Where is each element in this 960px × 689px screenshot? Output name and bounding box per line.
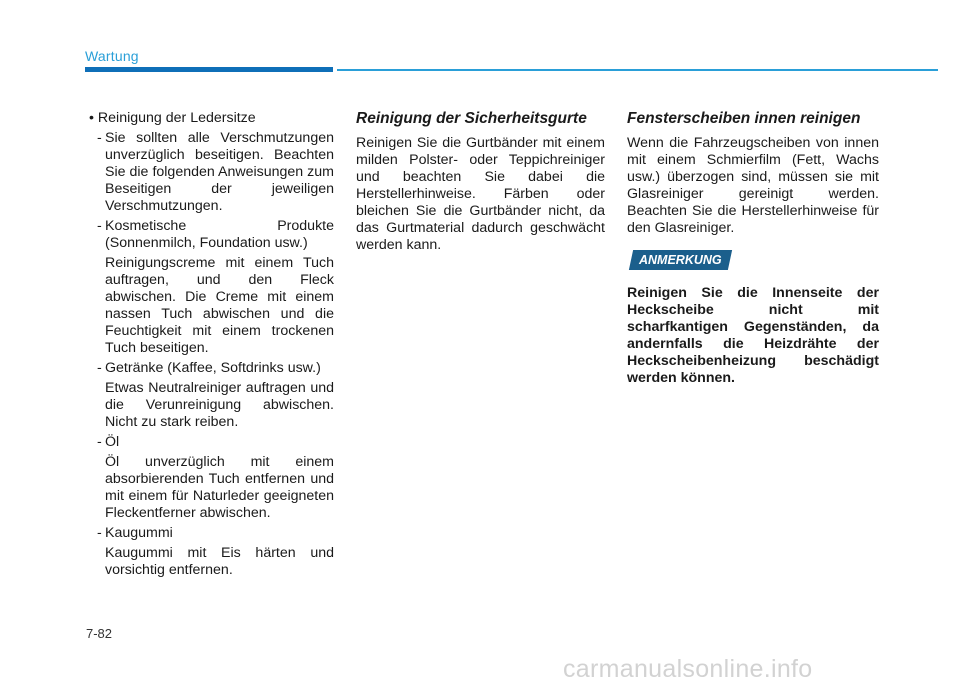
column-leather-seats bbox=[89, 110, 334, 582]
list-item-detail: Kaugummi mit Eis härten und vorsichtig entfernen. bbox=[105, 545, 334, 578]
list-item bbox=[89, 218, 334, 252]
section-title: Wartung bbox=[85, 48, 139, 64]
list-item-detail: Reinigungscreme mit einem Tuch auftragen, und den Fleck abwischen. Die Creme mit einem nassen Tuch abwischen und die Feuchtigkeit mit einem trockenen Tuch beseitigen. bbox=[105, 255, 334, 356]
dash-marker: - bbox=[97, 218, 102, 234]
column-seatbelts bbox=[356, 110, 605, 254]
header-rule-thin bbox=[337, 69, 938, 71]
heading-seatbelts: Reinigung der Sicherheitsgurte bbox=[356, 110, 587, 127]
list-item-text: Sie sollten alle Verschmutzungen unverzüglich beseitigen. Beachten Sie die folgenden Anweisungen zum Beseitigen der jeweiligen Verschmutzungen. bbox=[105, 130, 334, 214]
list-item-text: Getränke (Kaffee, Softdrinks usw.) bbox=[105, 360, 321, 376]
body-seatbelts: Reinigen Sie die Gurtbänder mit einem milden Polster- oder Teppichreiniger und beachten Sie dabei die Herstellerhinweise. Färben oder bleichen Sie die Gurtbänder nicht, da das Gurtmaterial dadurch geschwächt werden kann. bbox=[356, 135, 605, 253]
list-item bbox=[89, 525, 334, 542]
watermark: carmanualsonline.info bbox=[563, 655, 813, 683]
list-item-text: Kaugummi bbox=[105, 525, 173, 541]
list-item-detail: Öl unverzüglich mit einem absorbierenden Tuch entfernen und mit einem für Naturleder geeigneten Fleckentferner abwischen. bbox=[105, 454, 334, 521]
dash-marker: - bbox=[97, 360, 102, 376]
note-badge-label: ANMERKUNG bbox=[639, 253, 722, 267]
list-item-detail: Etwas Neutralreiniger auftragen und die Verunreinigung abwischen. Nicht zu stark reiben. bbox=[105, 380, 334, 430]
page-number: 7-82 bbox=[86, 626, 113, 641]
column-windows bbox=[627, 110, 879, 387]
list-item bbox=[89, 434, 334, 451]
dash-marker: - bbox=[97, 130, 102, 146]
body-windows: Wenn die Fahrzeugscheiben von innen mit einem Schmierfilm (Fett, Wachs usw.) überzogen sind, müssen sie mit Glasreiniger gereinigt werden. Beachten Sie die Herstellerhinweise für den Glasreiniger. bbox=[627, 135, 879, 236]
list-item-text: Öl bbox=[105, 434, 120, 450]
list-item bbox=[89, 360, 334, 377]
bullet-leather-seats: • Reinigung der Ledersitze bbox=[89, 110, 256, 126]
heading-windows: Fensterscheiben innen reinigen bbox=[627, 110, 861, 127]
note-badge bbox=[629, 250, 732, 270]
list-item bbox=[89, 130, 334, 215]
list-item-text: Kosmetische Produkte (Sonnenmilch, Foundation usw.) bbox=[105, 218, 334, 251]
dash-marker: - bbox=[97, 434, 102, 450]
header-rule-thick bbox=[85, 67, 333, 72]
dash-marker: - bbox=[97, 525, 102, 541]
note-text: Reinigen Sie die Innenseite der Heckscheibe nicht mit scharfkantigen Gegenständen, da andernfalls die Heizdrähte der Heckscheibenheizung beschädigt werden können. bbox=[627, 285, 879, 386]
